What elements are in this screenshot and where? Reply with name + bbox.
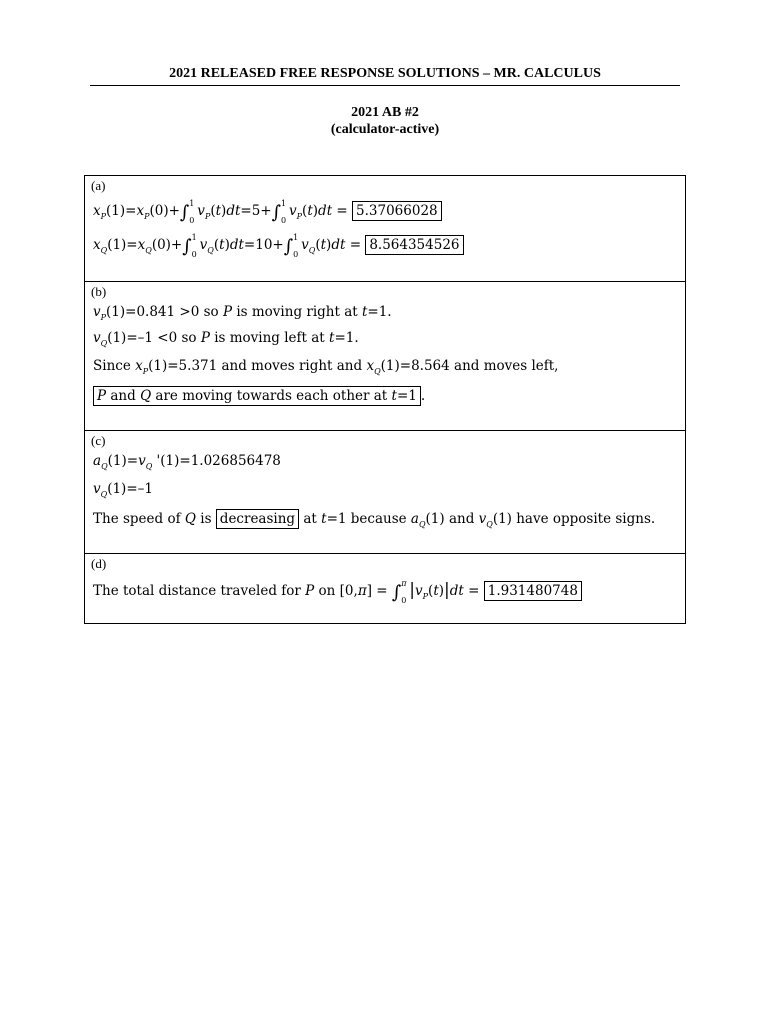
speed-mid: at xyxy=(299,511,322,527)
problem-number: 2021 AB #2 xyxy=(351,105,419,120)
xp-equation: $x_P(1)=x_P(0)+\int$ 1 0 $v_P(t)dt=5+\int$ 1 0 $v_P(t)dt = 5.37066028$ xyxy=(93,202,442,223)
speed-because: because xyxy=(346,511,411,527)
distance-prefix: The total distance traveled for xyxy=(93,583,306,599)
part-b-conclusion: P and Q are moving towards each other at t=1 . xyxy=(93,388,425,404)
vp-value: =0.841 >0 so xyxy=(125,304,223,320)
vq-statement: $v_Q(1)=-1 <0$ so P is moving left at t=1. xyxy=(93,330,359,348)
part-d-label: (d) xyxy=(91,556,107,571)
speed-answer-box: decreasing xyxy=(216,509,299,529)
problem-mode: (calculator-active) xyxy=(330,122,440,137)
xp-constant: =5+ xyxy=(240,203,272,219)
part-b-answer-box: P and Q are moving towards each other at t=1 xyxy=(93,386,421,406)
aq-value: (1)=1.026856478 xyxy=(160,453,281,469)
distance-answer-box: 1.931480748 xyxy=(484,581,582,601)
xq-constant: =10+ xyxy=(243,237,284,253)
distance-interval: on [0, xyxy=(314,583,358,599)
speed-is: is xyxy=(195,511,216,527)
speed-statement: The speed of Q is decreasing at t=1 because $a_Q(1)$ and $v_Q(1)$ have opposite signs. xyxy=(93,511,656,529)
vq-value: =–1 <0 so xyxy=(126,330,201,346)
since-statement: Since $x_P(1)=5.371$ and moves right and $x_Q(1)=8.564$ and moves left, xyxy=(93,358,559,376)
vq-c-value: (1)=–1 xyxy=(107,481,153,497)
xq-answer-box: 8.564354526 xyxy=(365,235,463,255)
header-divider xyxy=(90,85,680,86)
speed-end: (1) have opposite signs. xyxy=(492,511,656,527)
since-mid2: (1)=8.564 and moves left, xyxy=(380,358,559,374)
speed-and: (1) and xyxy=(425,511,479,527)
part-c xyxy=(85,430,685,553)
part-a xyxy=(85,176,685,281)
conclusion-mid: and xyxy=(106,388,141,404)
part-a-label: (a) xyxy=(91,178,106,193)
solution-table xyxy=(84,175,686,624)
xp-answer-box: 5.37066028 xyxy=(352,201,442,221)
part-b-label: (b) xyxy=(91,284,107,299)
since-prefix: Since xyxy=(93,358,136,374)
vq-c-statement: $v_Q(1)=-1$ xyxy=(93,481,153,499)
vp-text: is moving right at xyxy=(232,304,362,320)
document-header-title: 2021 RELEASED FREE RESPONSE SOLUTIONS – MR. CALCULUS xyxy=(169,66,601,81)
part-d xyxy=(85,553,685,623)
distance-statement: The total distance traveled for P on [0,π] = ∫ π 0 $|v_P(t)|dt = 1.931480748$ xyxy=(93,580,582,603)
vq-text: is moving left at xyxy=(209,330,330,346)
part-b xyxy=(85,281,685,430)
speed-prefix: The speed of xyxy=(93,511,185,527)
vp-statement: $v_P(1)=0.841 >0$ so P is moving right at t=1. xyxy=(93,304,392,322)
since-mid1: (1)=5.371 and moves right and xyxy=(148,358,367,374)
aq-statement: $a_Q(1)=v_Q$ '(1)=1.026856478 xyxy=(93,453,281,471)
xq-equation: $x_Q(1)=x_Q(0)+\int$ 1 0 $v_Q(t)dt=10+\int$ 1 0 $v_Q(t)dt = 8.564354526$ xyxy=(93,236,464,257)
problem-heading xyxy=(90,104,680,138)
conclusion-end: are moving towards each other at xyxy=(151,388,392,404)
part-c-label: (c) xyxy=(91,433,106,448)
